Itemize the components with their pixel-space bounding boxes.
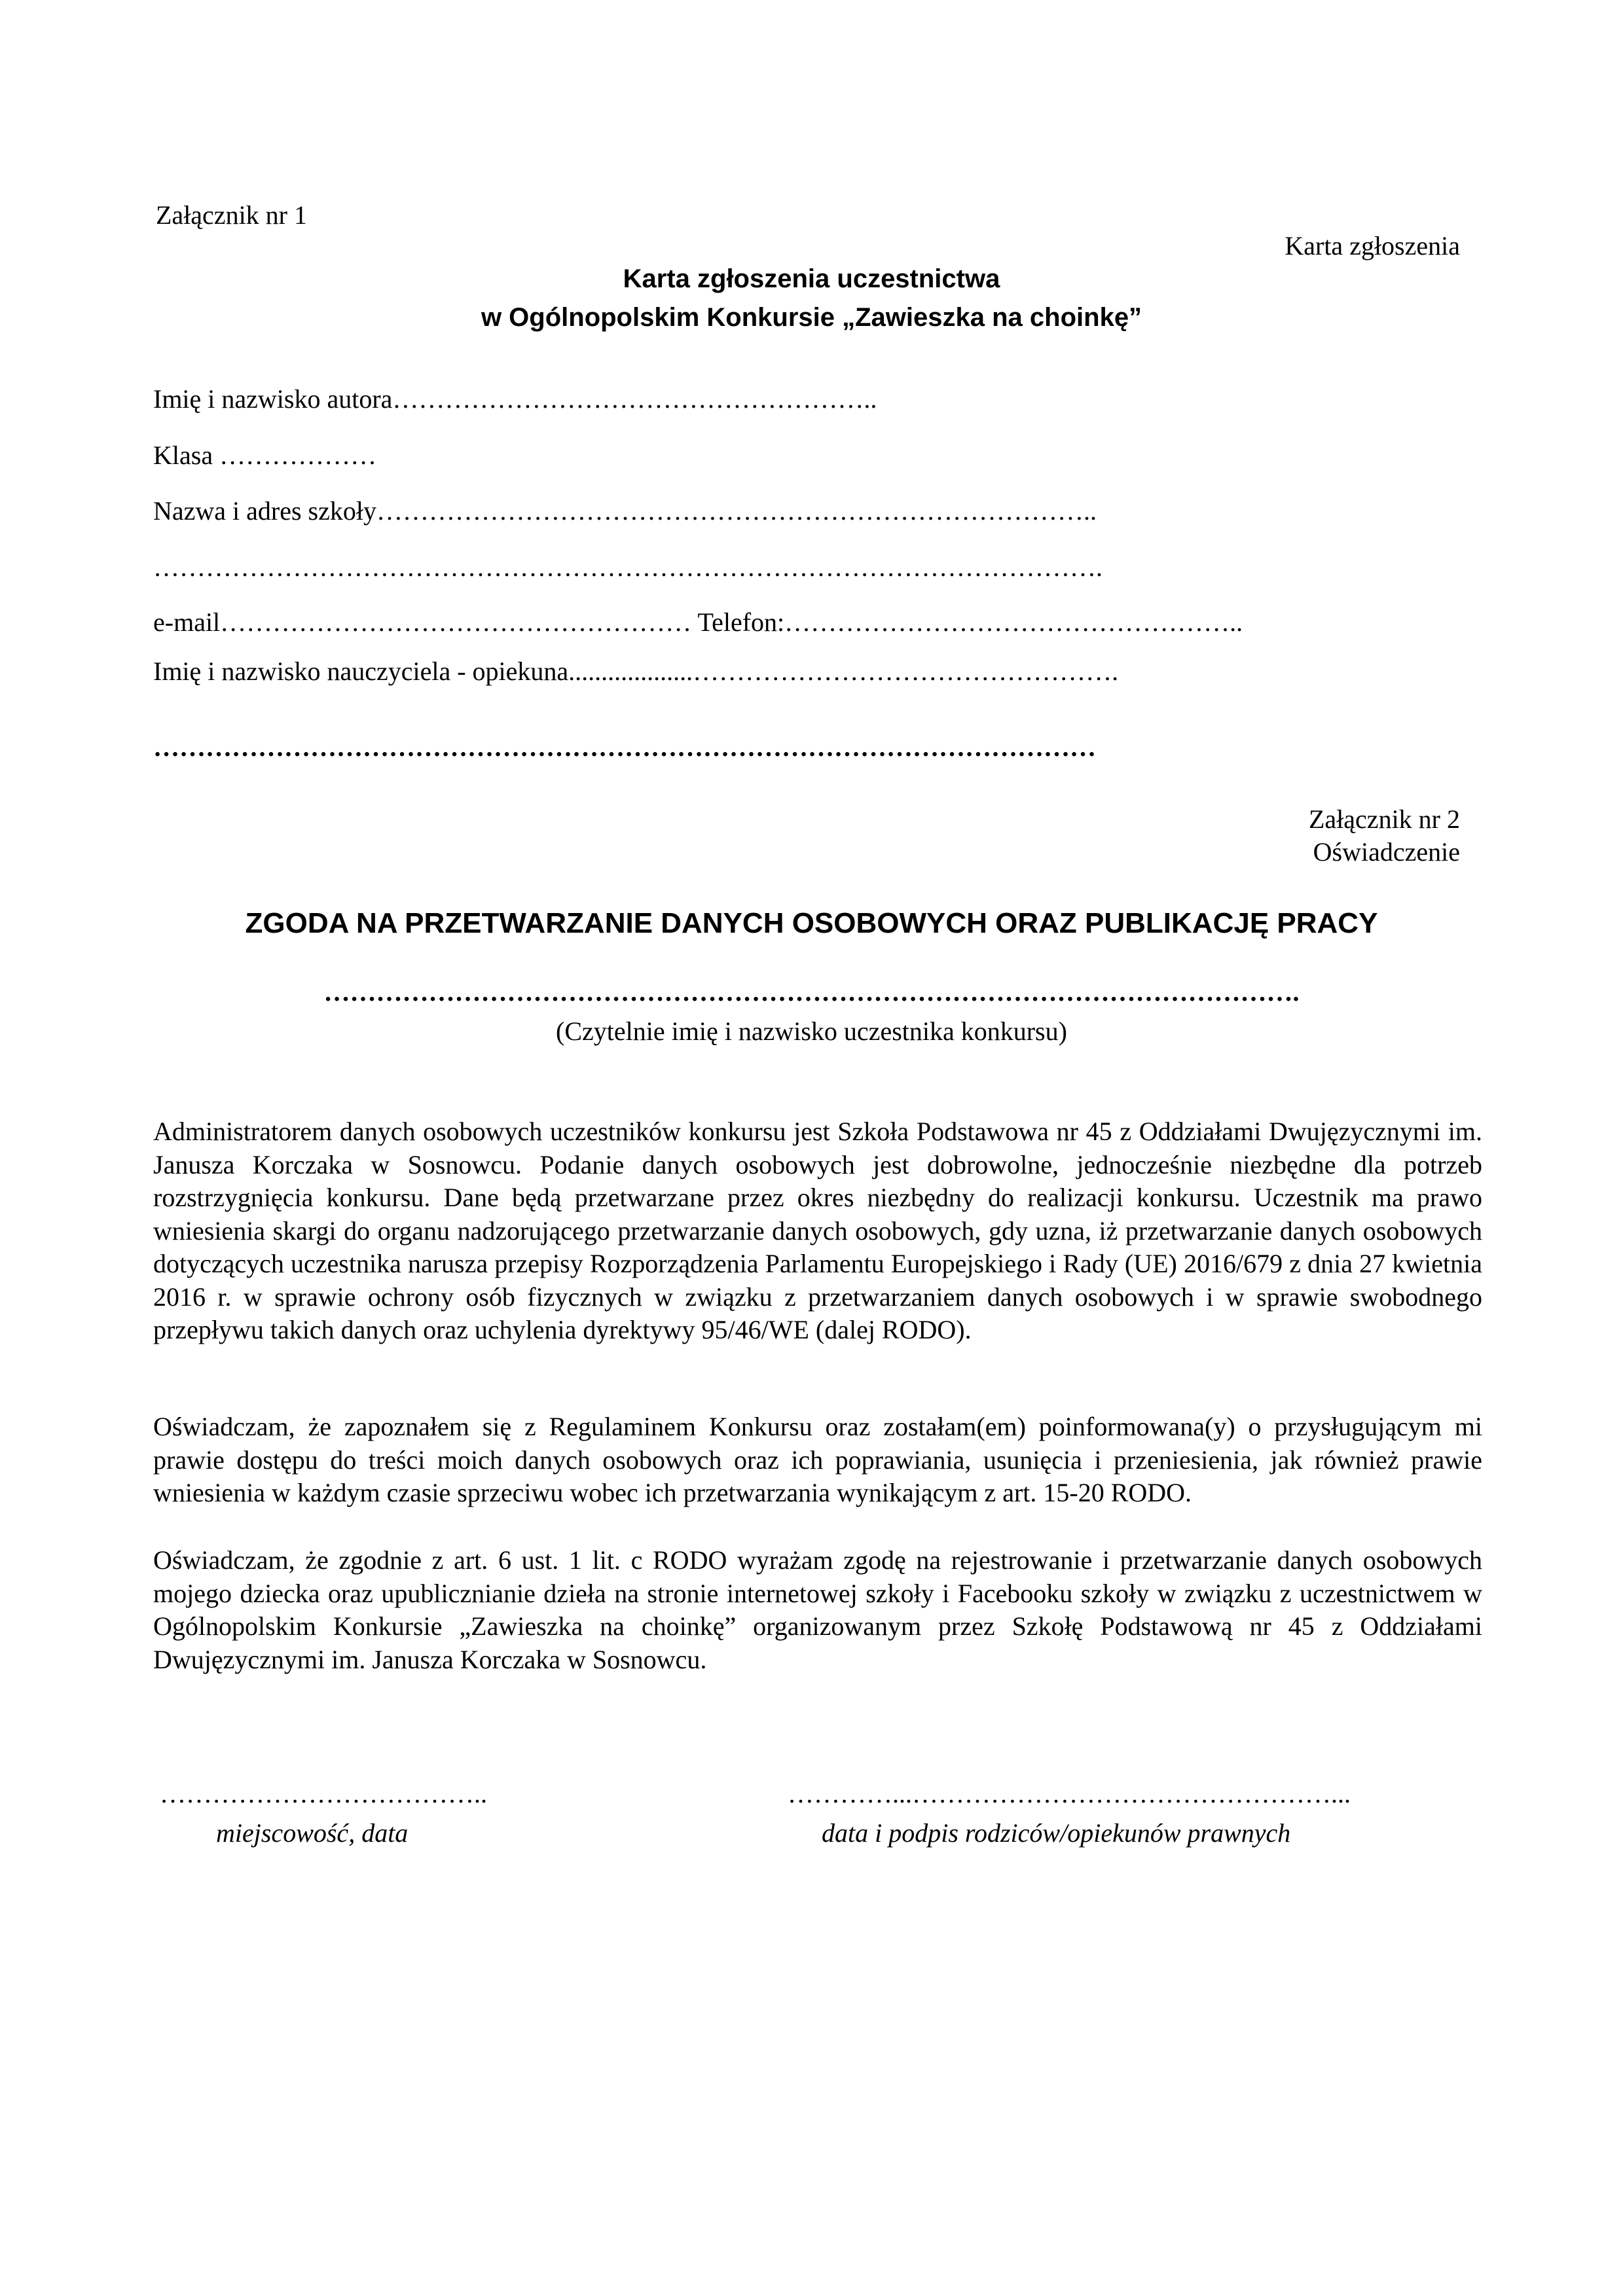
parent-signature-label: data i podpis rodziców/opiekunów prawnych <box>822 1818 1291 1848</box>
place-date-line: ……………………………….. <box>160 1779 487 1808</box>
email-phone-field: e-mail……………………………………………… Telefon:…………………………………………….. <box>153 607 1243 637</box>
author-name-field: Imię i nazwisko autora……………………………………………….. <box>153 384 877 414</box>
school-address-continuation-field: ………………………………………………………………………………………………. <box>153 552 1103 582</box>
annex-1-label: Załącznik nr 1 <box>156 200 307 230</box>
form-title-line-2: w Ogólnopolskim Konkursie „Zawieszka na choinkę” <box>481 303 1142 332</box>
regulations-statement-paragraph: Oświadczam, że zapoznałem się z Regulaminem Konkursu oraz zostałam(em) poinformowana(y) o przysługującym mi prawie dostępu do treści moich danych osobowych oraz ich poprawiania, usunięcia i przeniesienia, jak również prawie wniesienia w każdym czasie sprzeciwu wobec ich przetwarzania wynikającym z art. 15-20 RODO. <box>153 1412 1482 1507</box>
participant-name-caption: (Czytelnie imię i nazwisko uczestnika konkursu) <box>556 1016 1067 1046</box>
statement-label: Oświadczenie <box>1313 837 1460 867</box>
participant-name-line: …………………………………………………………………………………………………. <box>323 977 1300 1007</box>
form-title-line-1: Karta zgłoszenia uczestnictwa <box>623 264 1000 293</box>
separator-dots: ……………………………………………………………………………………………… <box>153 732 1096 762</box>
class-field: Klasa ……………… <box>153 440 377 470</box>
teacher-name-field: Imię i nazwisko nauczyciela - opiekuna...................…………………………………………. <box>153 656 1119 686</box>
parent-signature-line: …………...…………………………………………... <box>788 1779 1351 1808</box>
consent-title: ZGODA NA PRZETWARZANIE DANYCH OSOBOWYCH ORAZ PUBLIKACJĘ PRACY <box>245 907 1378 939</box>
annex-2-label: Załącznik nr 2 <box>1309 804 1460 834</box>
place-date-label: miejscowość, data <box>216 1818 409 1848</box>
school-name-address-field: Nazwa i adres szkoły……………………………………………………………………….. <box>153 496 1097 526</box>
form-label: Karta zgłoszenia <box>1285 231 1460 260</box>
data-administrator-paragraph: Administratorem danych osobowych uczestników konkursu jest Szkoła Podstawowa nr 45 z Oddziałami Dwujęzycznymi im. Janusza Korczaka w Sosnowcu. Podanie danych osobowych jest dobrowolne, jednocześnie niezbędne dla potrzeb rozstrzygnięcia konkursu. Dane będą przetwarzane przez okres niezbędny do realizacji konkursu. Uczestnik ma prawo wniesienia skargi do organu nadzorującego przetwarzanie danych osobowych, gdy uzna, iż przetwarzanie danych osobowych dotyczących uczestnika narusza przepisy Rozporządzenia Parlamentu Europejskiego i Rady (UE) 2016/679 z dnia 27 kwietnia 2016 r. w sprawie ochrony osób fizycznych w związku z przetwarzaniem danych osobowych i w sprawie swobodnego przepływu takich danych oraz uchylenia dyrektywy 95/46/WE (dalej RODO). <box>153 1117 1482 1344</box>
consent-statement-paragraph: Oświadczam, że zgodnie z art. 6 ust. 1 lit. c RODO wyrażam zgodę na rejestrowanie i przetwarzanie danych osobowych mojego dziecka oraz upublicznianie dzieła na stronie internetowej szkoły i Facebooku szkoły w związku z uczestnictwem w Ogólnopolskim Konkursie „Zawieszka na choinkę” organizowanym przez Szkołę Podstawową nr 45 z Oddziałami Dwujęzycznymi im. Janusza Korczaka w Sosnowcu. <box>153 1545 1482 1674</box>
